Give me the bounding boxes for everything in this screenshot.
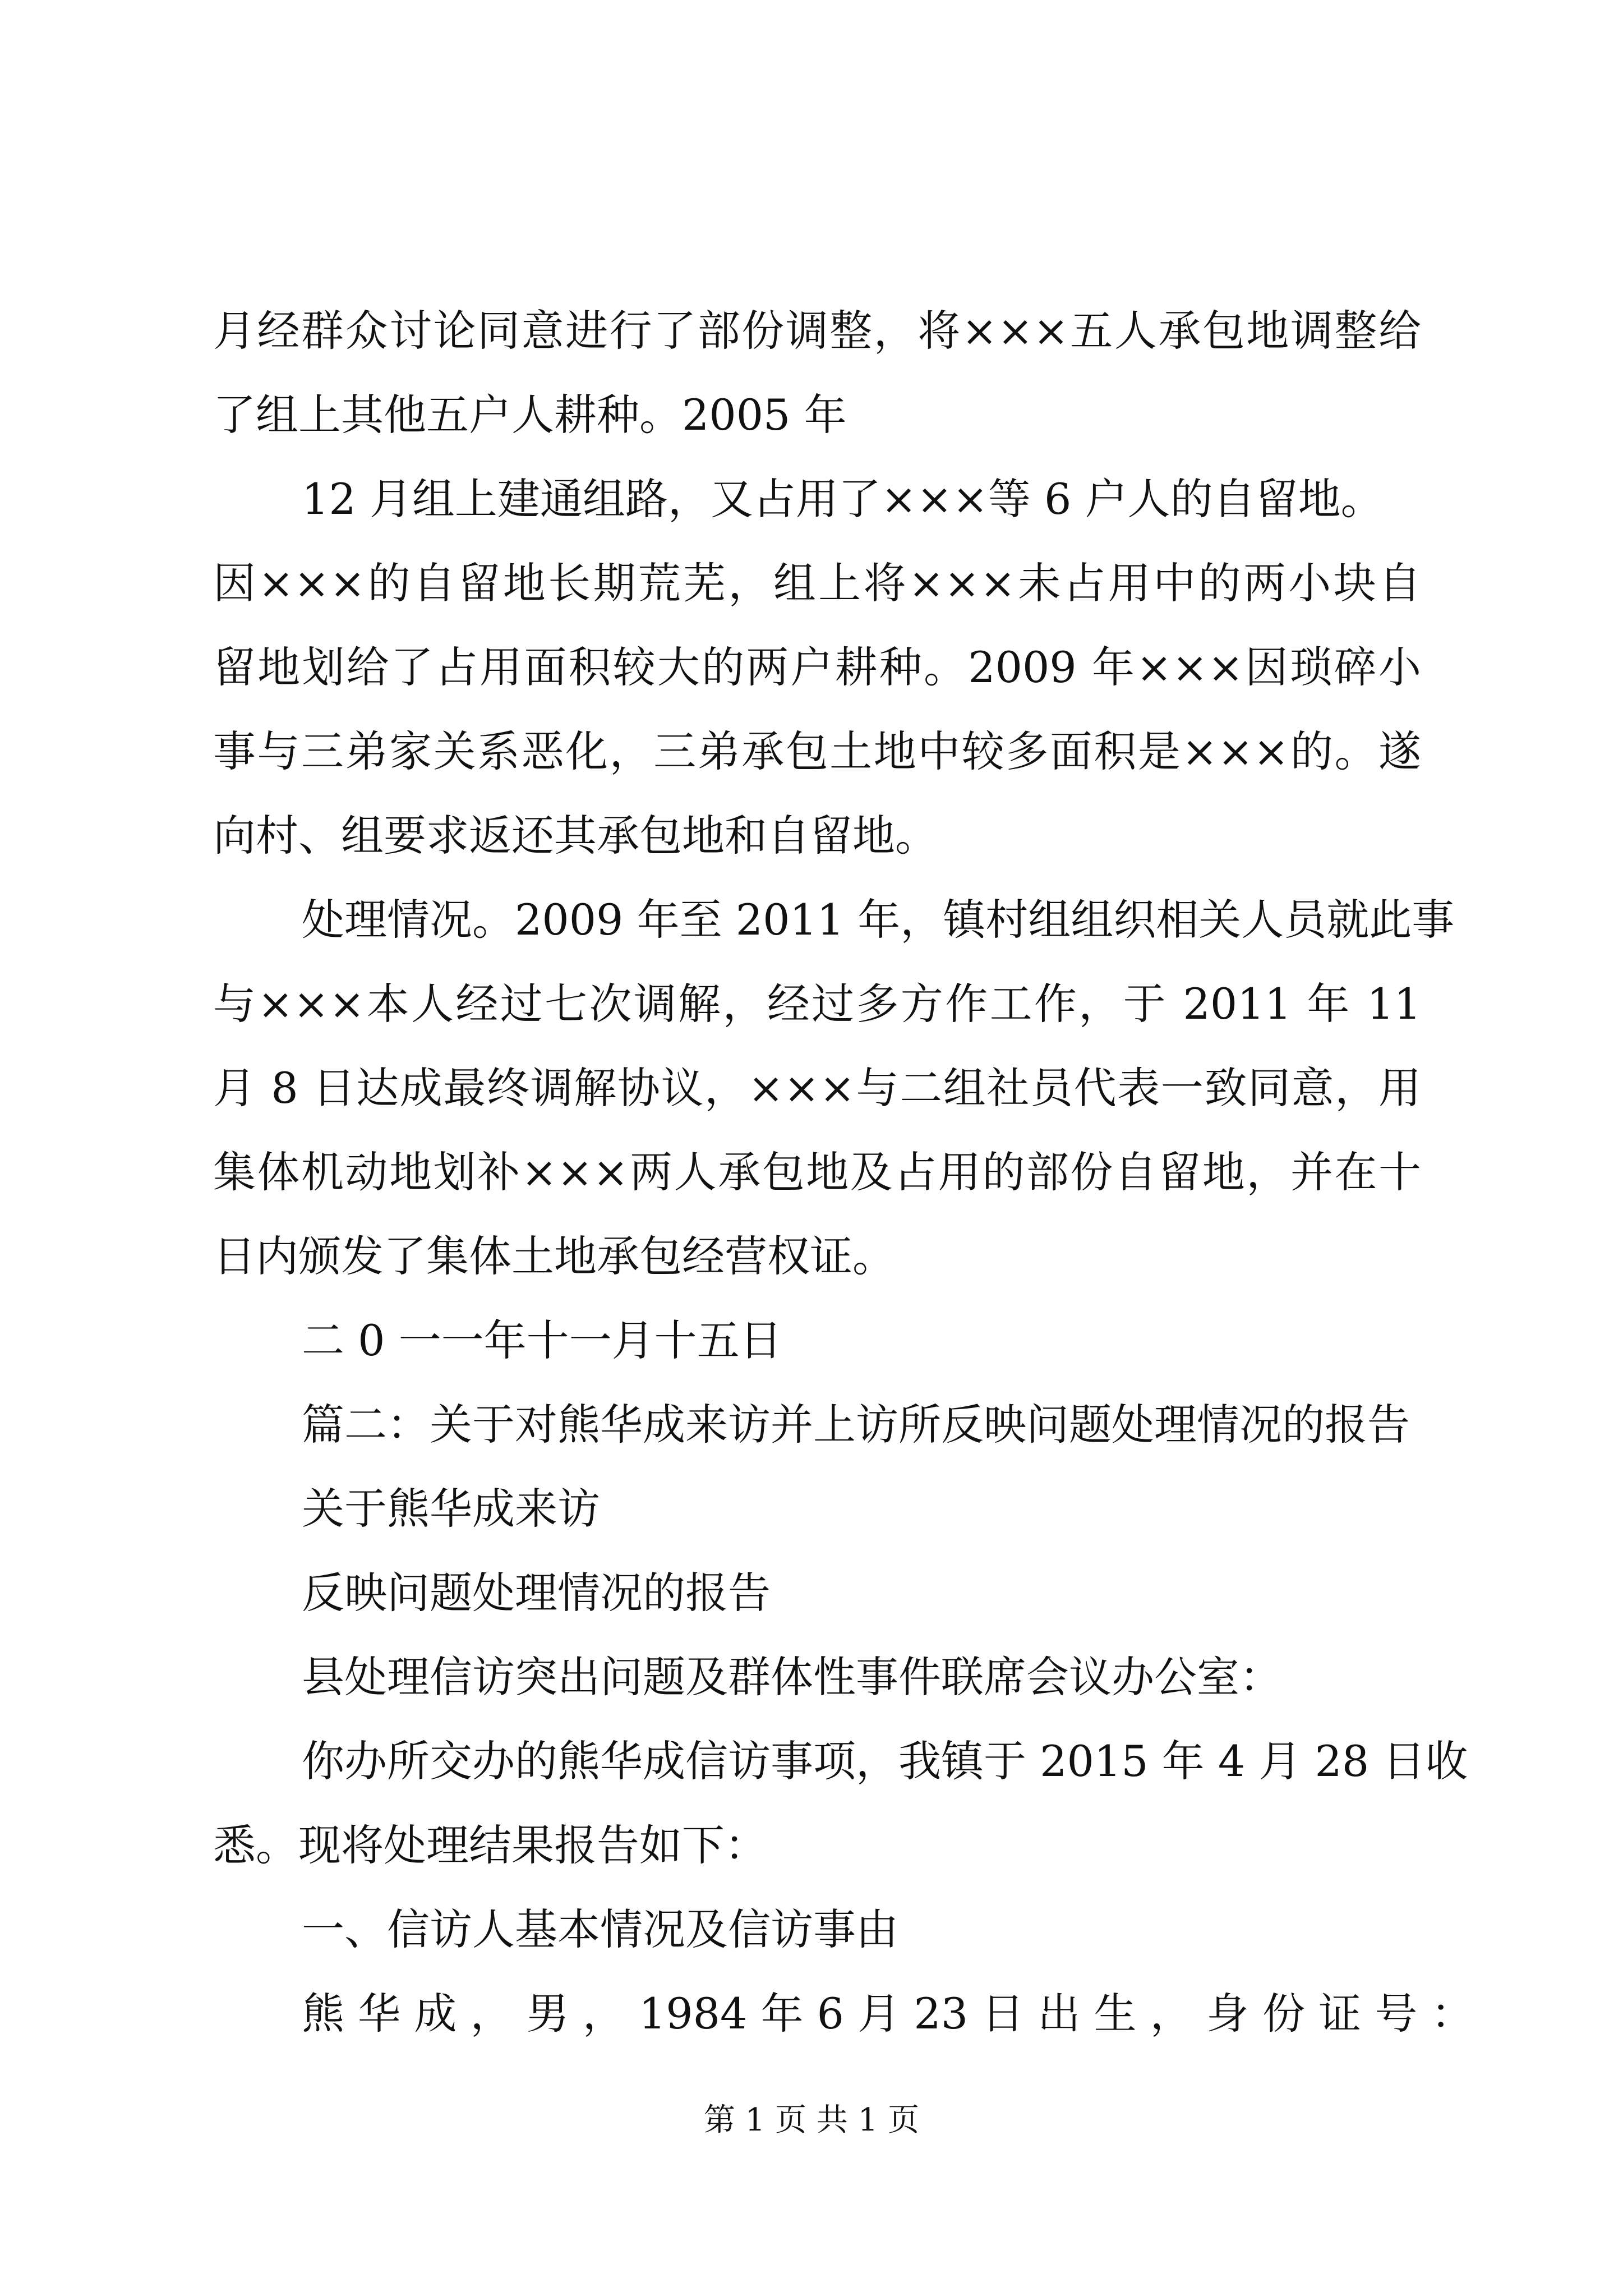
paragraph-line: 向村、组要求返还其承包地和自留地。 [213, 811, 938, 861]
paragraph-line: 你办所交办的熊华成信访事项，我镇于 2015 年 4 月 28 日收 [302, 1736, 1468, 1786]
paragraph-line: 留地划给了占用面积较大的两户耕种。2009 年×××因琐碎小 [213, 642, 1421, 692]
report-title-line: 关于熊华成来访 [302, 1484, 600, 1534]
paragraph-line: 月 8 日达成最终调解协议，×××与二组社员代表一致同意，用 [213, 1063, 1421, 1113]
paragraph-line: 悉。现将处理结果报告如下： [213, 1820, 767, 1870]
paragraph-line: 12 月组上建通组路，又占用了×××等 6 户人的自留地。 [302, 474, 1384, 524]
date-line: 二 0 一一年十一月十五日 [302, 1315, 782, 1365]
paragraph-line: 与×××本人经过七次调解，经过多方作工作，于 2011 年 11 [213, 979, 1421, 1029]
paragraph-line: 了组上其他五户人耕种。2005 年 [213, 390, 847, 440]
paragraph-line: 日内颁发了集体土地承包经营权证。 [213, 1231, 895, 1281]
report-title-line: 反映问题处理情况的报告 [302, 1568, 771, 1618]
addressee-line: 县处理信访突出问题及群体性事件联席会议办公室： [302, 1652, 1282, 1702]
paragraph-line: 集体机动地划补×××两人承包地及占用的部份自留地，并在十 [213, 1147, 1421, 1197]
paragraph-line: 事与三弟家关系恶化，三弟承包土地中较多面积是×××的。遂 [213, 726, 1421, 776]
paragraph-line: 因×××的自留地长期荒芜，组上将×××未占用中的两小块自 [213, 558, 1421, 608]
paragraph-line: 熊 华 成 ， 男 ， 1984 年 6 月 23 日 出 生 ， 身 份 证 号 ： [302, 1989, 1474, 2039]
section-heading: 篇二：关于对熊华成来访并上访所反映问题处理情况的报告 [302, 1400, 1410, 1450]
paragraph-line: 月经群众讨论同意进行了部份调整，将×××五人承包地调整给 [213, 306, 1421, 356]
subsection-heading: 一、信访人基本情况及信访事由 [302, 1904, 898, 1954]
page-footer: 第 1 页 共 1 页 [703, 2102, 920, 2138]
paragraph-line: 处理情况。2009 年至 2011 年，镇村组组织相关人员就此事 [302, 895, 1455, 945]
